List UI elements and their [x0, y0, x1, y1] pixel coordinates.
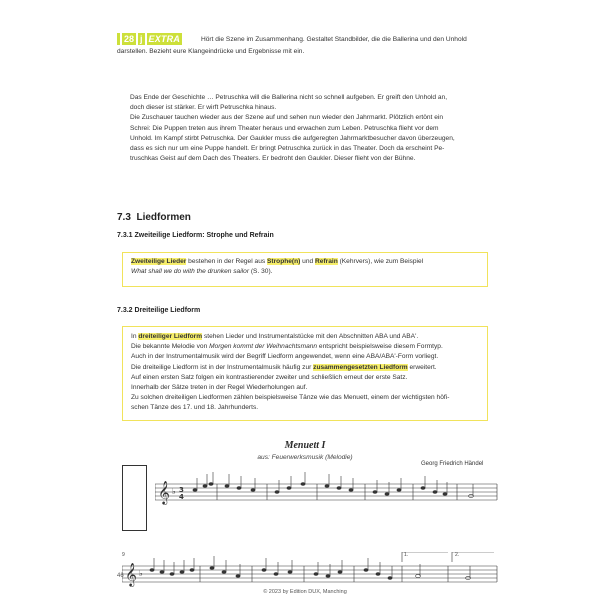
- highlight-strophe: Strophe(n): [267, 258, 301, 265]
- story-line: dass es sich nur um eine Puppe handelt. Er bringt Petruschka zurück in das Theater. Doch da erscheint Pe-: [130, 145, 445, 153]
- subsection-1-title: 7.3.1 Zweiteilige Liedform: Strophe und Refrain: [117, 232, 274, 239]
- flat-icon: ♭: [139, 569, 143, 578]
- highlight-zusammengesetzte-liedform: zusammengesetzten Liedform: [313, 363, 408, 371]
- song-title-italic: Morgen kommt der Weihnachtsmann: [209, 343, 318, 351]
- composer: Georg Friedrich Händel: [421, 461, 484, 467]
- text: entspricht beispielsweise diesem Formtyp.: [317, 343, 443, 351]
- image-placeholder-box: [122, 465, 147, 531]
- text: erweitert.: [407, 363, 437, 371]
- text: (Kehrvers), wie zum Beispiel: [337, 258, 424, 265]
- task-line-2: darstellen. Bezieht eure Klangeindrücke und Ergebnisse mit ein.: [117, 48, 305, 55]
- story-line: doch dieser ist stärker. Er wirft Petruschka hinaus.: [130, 104, 277, 112]
- section-number: 7.3: [117, 212, 131, 223]
- treble-clef-icon: 𝄞: [158, 480, 170, 504]
- music-title: Menuett I: [284, 440, 326, 451]
- notes-staff-2: [150, 556, 471, 580]
- page-number: 46: [117, 573, 124, 579]
- story-line: Das Ende der Geschichte … Petruschka will die Ballerina nicht so schnell aufgeben. Er greift den Unhold an,: [130, 94, 448, 101]
- song-title-italic: What shall we do with the drunken sailor: [131, 268, 250, 276]
- badge-number: 28: [124, 34, 135, 44]
- info-box-two-part: [122, 252, 488, 287]
- notes-staff-1: [193, 472, 474, 498]
- extra-badge: [117, 33, 184, 45]
- text: schen Tänze des 17. und 18. Jahrhunderts.: [131, 404, 259, 412]
- info-box-three-part: [122, 326, 488, 421]
- highlight-refrain: Refrain: [315, 258, 338, 265]
- volta-brackets: [402, 552, 494, 562]
- badge-stripe: [117, 33, 120, 45]
- svg-text:4: 4: [179, 493, 184, 501]
- section-title: Liedformen: [136, 212, 191, 223]
- copyright: © 2023 by Edition DUX, Manching: [263, 589, 347, 595]
- badge-extra: EXTRA: [148, 34, 181, 44]
- text: und: [300, 258, 316, 265]
- treble-clef-icon: 𝄞: [125, 562, 137, 586]
- text: stehen Lieder und Instrumentalstücke mit den Abschnitten ABA und ABA'.: [202, 333, 419, 340]
- story-line: truschkas Geist auf dem Dach des Theaters. Er bedroht den Gaukler. Dieser flieht von der Bühne.: [130, 155, 416, 163]
- text: In: [131, 333, 139, 340]
- volta-2-label: 2.: [455, 552, 460, 558]
- story-paragraph: [130, 93, 490, 164]
- staff-1: [155, 470, 500, 530]
- text: Auf einen ersten Satz folgen ein kontrastierender zweiter und schließlich erneut der erste Satz.: [131, 373, 408, 381]
- volta-1-label: 1.: [404, 552, 409, 558]
- section-heading: [117, 212, 191, 223]
- task-line-1: Hört die Szene im Zusammenhang. Gestaltet Standbilder, die die Ballerina und den Unhold: [201, 36, 467, 43]
- story-line: Unhold. Im Kampf stirbt Petruschka. Der Gaukler muss die aufgeregten Jahrmarktbesucher davon überzeugen,: [130, 134, 455, 142]
- text: Die bekannte Melodie von: [131, 343, 210, 351]
- text: Innerhalb der Sätze treten in der Regel Wiederholungen auf.: [131, 384, 308, 392]
- music-subtitle: aus: Feuerwerksmusik (Melodie): [257, 454, 353, 461]
- subsection-2-title: 7.3.2 Dreiteilige Liedform: [117, 307, 201, 314]
- text: (S. 30).: [249, 268, 273, 276]
- story-line: Schrei: Die Puppen treten aus ihrem Theater heraus und erwachen zum Leben. Petruschka flieht vor dem: [130, 124, 439, 132]
- text: bestehen in der Regel aus: [186, 258, 267, 265]
- staff-2: [122, 552, 500, 590]
- flat-icon: ♭: [172, 487, 176, 496]
- highlight-zweiteilige-lieder: Zweiteilige Lieder: [131, 258, 187, 265]
- badge-j: j: [140, 34, 143, 44]
- story-line: Die Zuschauer tauchen wieder aus der Szene auf und sehen nun wieder den Jahrmarkt. Plötzlich ertönt ein: [130, 114, 444, 122]
- measure-number: 9: [122, 552, 125, 558]
- text: Auch in der Instrumentalmusik wird der Begriff Liedform angewendet, wenn eine ABA/ABA'-Form vorliegt.: [131, 353, 439, 361]
- text: Die dreiteilige Liedform ist in der Instrumentalmusik häufig zur: [131, 363, 314, 371]
- highlight-dreiteiliger-liedform: dreiteiliger Liedform: [138, 333, 203, 340]
- text: Zu solchen dreiteiligen Liedformen zählen beispielsweise Tänze wie das Menuett, einem der wichtigsten höfi-: [131, 394, 450, 402]
- svg-text:3: 3: [179, 486, 184, 494]
